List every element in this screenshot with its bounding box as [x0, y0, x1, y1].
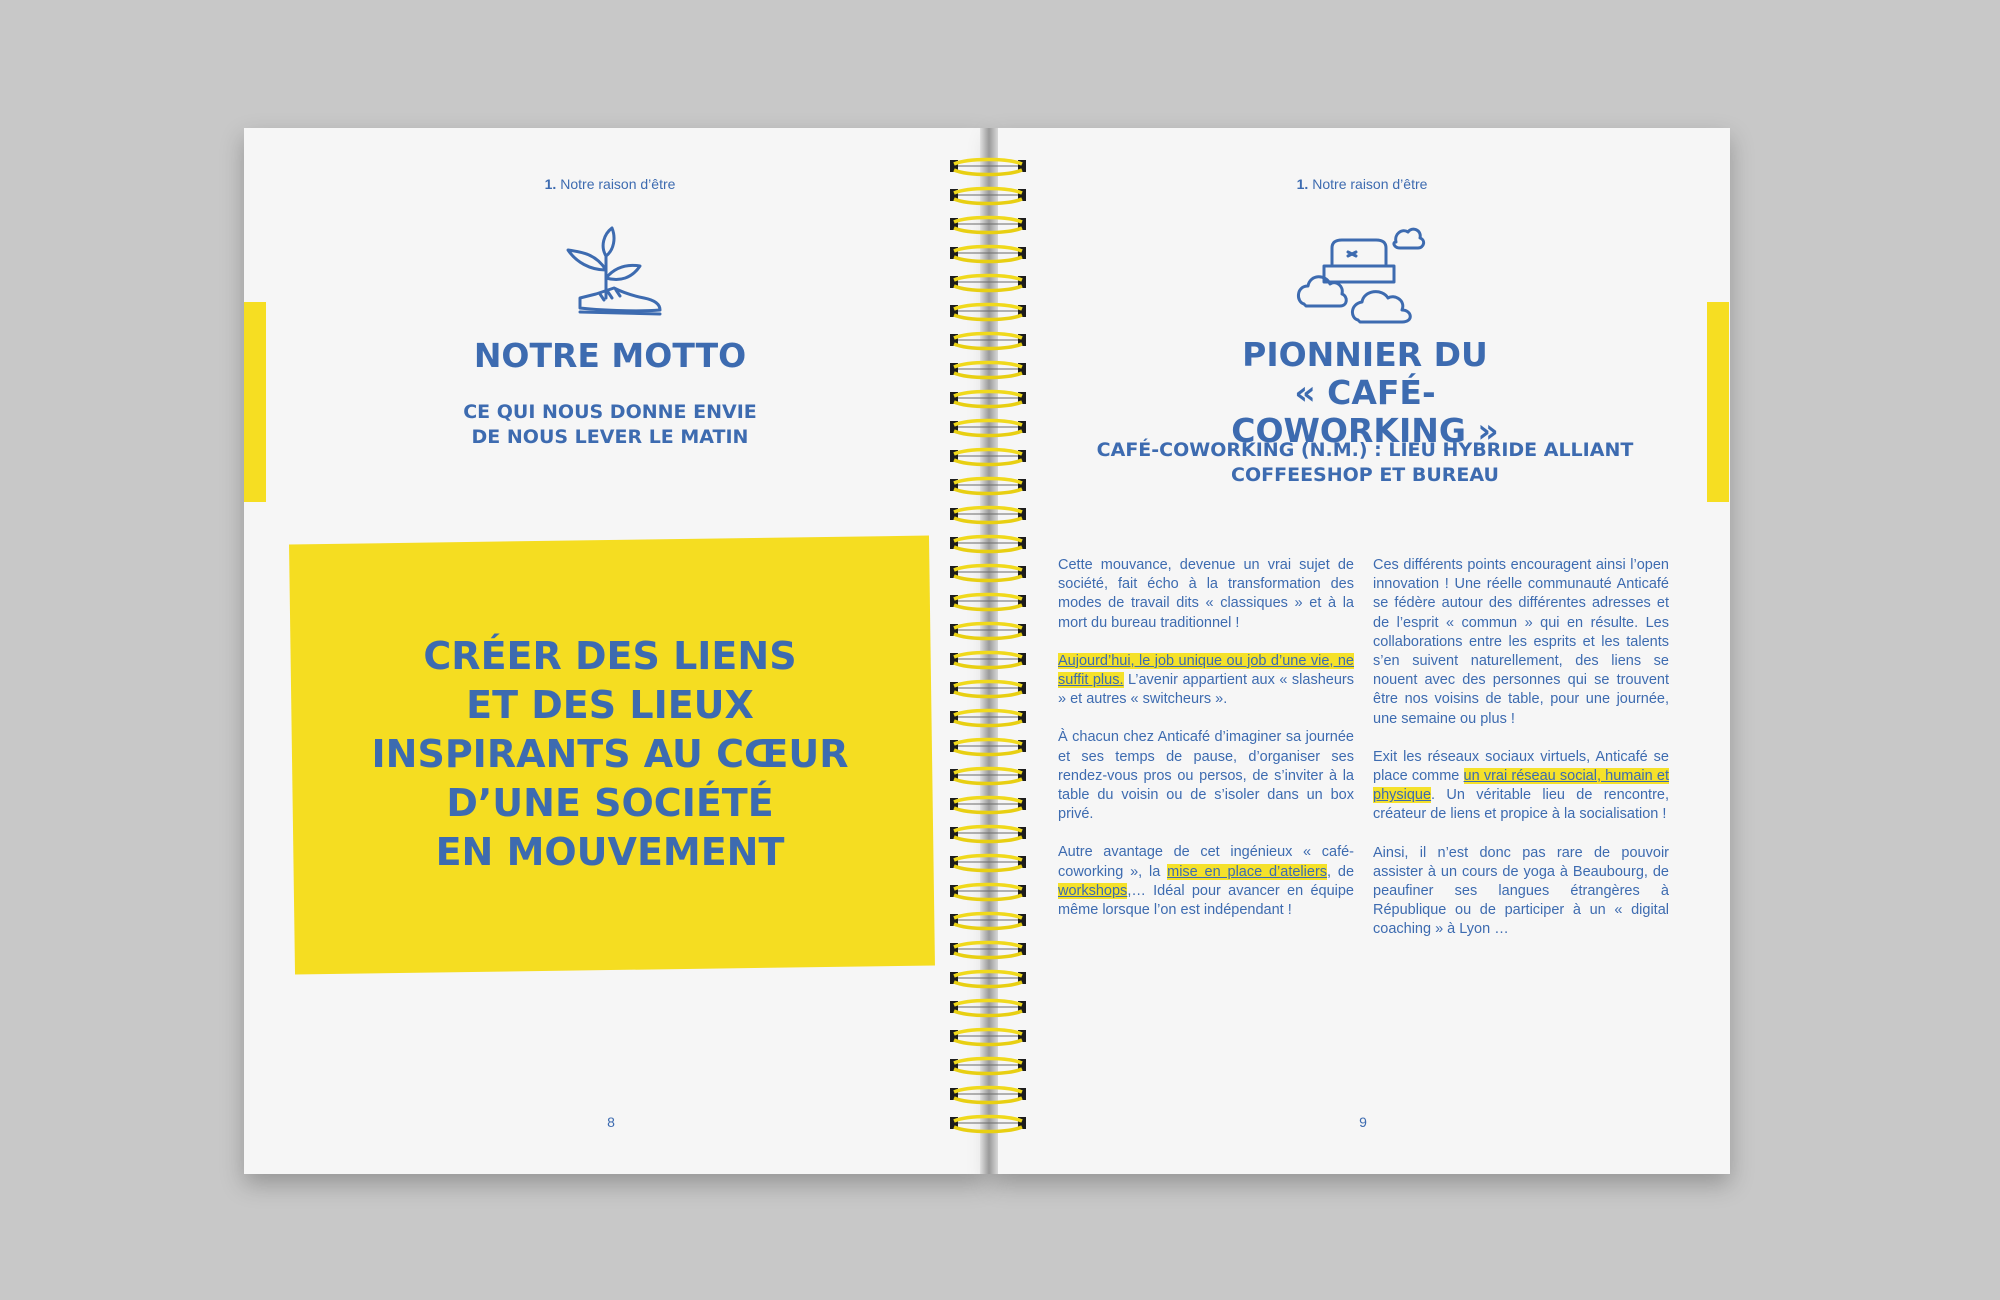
- spiral-coil: [950, 682, 1026, 697]
- spiral-coil: [950, 740, 1026, 755]
- spiral-coil: [950, 885, 1026, 900]
- col1-paragraph-4: Autre avantage de cet ingénieux « café-coworking », la mise en place d’ateliers, de workshops,… Idéal pour avancer en équipe même lorsque l’on est indépendant !: [1058, 844, 1355, 919]
- spiral-coil: [950, 827, 1026, 842]
- col1-paragraph-3: À chacun chez Anticafé d’imaginer sa journée et ses temps de pause, d’organiser ses rendez-vous pros ou persos, de s’inviter à la table du voisin ou de s’isoler dans un box privé.: [1058, 729, 1354, 823]
- spiral-coil: [950, 624, 1026, 639]
- spiral-coil: [950, 189, 1026, 204]
- left-page-number: 8: [607, 1114, 615, 1130]
- spiral-coil: [950, 421, 1026, 436]
- right-heading: PIONNIER DU « CAFÉ-COWORKING »: [1231, 335, 1499, 450]
- left-subheading: CE QUI NOUS DONNE ENVIE DE NOUS LEVER LE MATIN: [463, 401, 757, 448]
- spiral-coil: [950, 711, 1026, 726]
- spiral-coil: [950, 392, 1026, 407]
- left-chapter-label: 1. Notre raison d’être: [544, 176, 676, 192]
- spiral-coil: [950, 1059, 1026, 1074]
- col2-paragraph-1: Ces différents points encouragent ainsi l’open innovation ! Une réelle communauté Anticafé se fédère autour des différentes adresses et de l’esprit « commun » qui en résulte. Les collaborations entre les esprits et les talents s’en suivent naturellement, des liens se nouent avec des personnes qui se trouvent être nos voisins de table, pour une journée, une semaine ou plus !: [1373, 557, 1669, 727]
- motto-text: CRÉER DES LIENS ET DES LIEUX INSPIRANTS AU CŒUR D’UNE SOCIÉTÉ EN MOUVEMENT: [371, 634, 849, 874]
- spiral-coil: [950, 1001, 1026, 1016]
- left-heading: NOTRE MOTTO: [473, 336, 747, 375]
- spiral-coil: [950, 160, 1026, 175]
- spiral-coil: [950, 798, 1026, 813]
- col2-paragraph-3: Ainsi, il n’est donc pas rare de pouvoir assister à un cours de yoga à Beaubourg, de peaufiner ses langues étrangères à République ou de participer à un « digital coaching » à Lyon …: [1373, 844, 1669, 938]
- spiral-coil: [950, 972, 1026, 987]
- spiral-coil: [950, 769, 1026, 784]
- spiral-coil: [950, 1030, 1026, 1045]
- spiral-coil: [950, 247, 1026, 262]
- spiral-coil: [950, 334, 1026, 349]
- spiral-coil: [950, 653, 1026, 668]
- spiral-coil: [950, 305, 1026, 320]
- left-yellow-tab: [244, 302, 266, 502]
- spiral-coil: [950, 537, 1026, 552]
- spiral-coil: [950, 276, 1026, 291]
- spiral-coil: [950, 508, 1026, 523]
- armchair-clouds-icon: [1296, 224, 1428, 328]
- right-page-number: 9: [1359, 1114, 1367, 1130]
- right-column-1: [1058, 556, 1354, 939]
- col1-paragraph-1: Cette mouvance, devenue un vrai sujet de société, fait écho à la transformation des modes de travail dits « classiques » et à la mort du bureau traditionnel !: [1058, 557, 1354, 631]
- spiral-coil: [950, 363, 1026, 378]
- spiral-coil: [950, 1117, 1026, 1132]
- right-yellow-tab: [1707, 302, 1729, 502]
- spiral-coil: [950, 450, 1026, 465]
- spiral-coil: [950, 914, 1026, 929]
- spiral-coil: [950, 856, 1026, 871]
- right-subheading: CAFÉ-COWORKING (N.M.) : LIEU HYBRIDE ALLIANT COFFEESHOP ET BUREAU: [1096, 439, 1634, 486]
- spiral-coil: [950, 943, 1026, 958]
- spiral-coil: [950, 595, 1026, 610]
- col1-paragraph-2: Aujourd’hui, le job unique ou job d’une vie, ne suffit plus. L’avenir appartient aux « slasheurs » et autres « switcheurs ».: [1058, 652, 1354, 708]
- spiral-coil: [950, 218, 1026, 233]
- spiral-coil: [950, 1088, 1026, 1103]
- col2-paragraph-2: Exit les réseaux sociaux virtuels, Anticafé se place comme un vrai réseau social, humain et physique. Un véritable lieu de rencontre, créateur de liens et propice à la socialisation !: [1373, 748, 1669, 823]
- spiral-coil: [950, 566, 1026, 581]
- spiral-coil: [950, 479, 1026, 494]
- spiral-binding: [948, 156, 1028, 1146]
- right-chapter-label: 1. Notre raison d’être: [1296, 176, 1428, 192]
- right-column-2: [1373, 556, 1669, 959]
- sprout-shoe-icon: [556, 226, 664, 326]
